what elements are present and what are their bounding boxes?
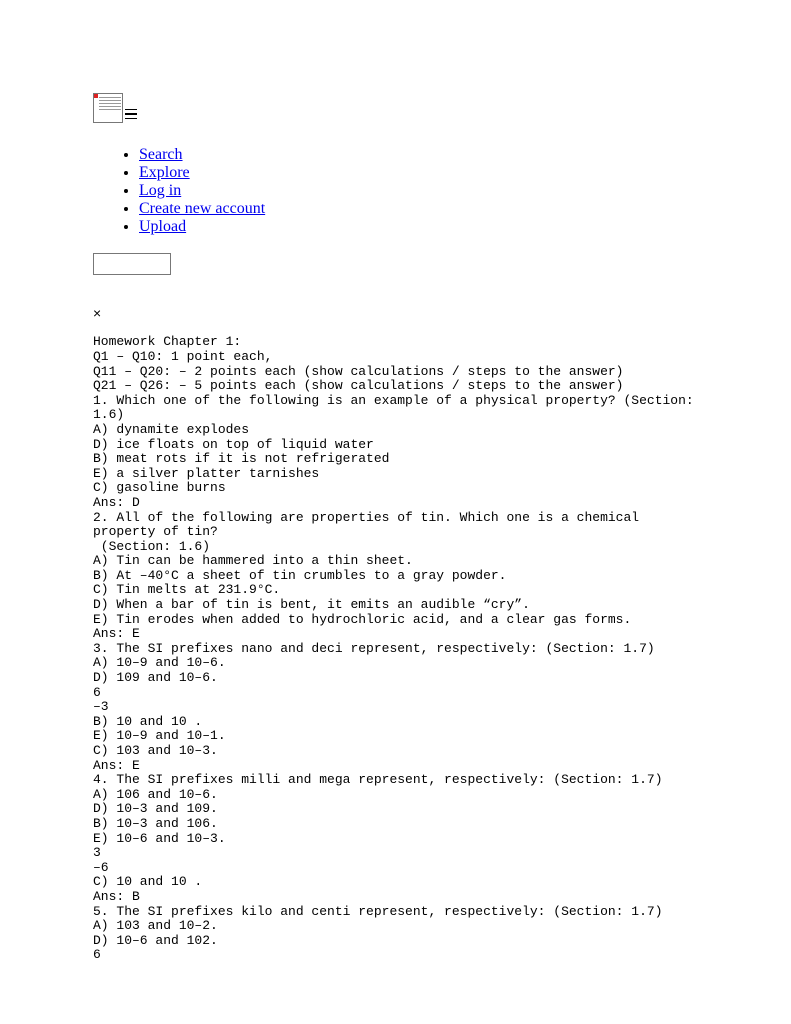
nav-item-login (139, 182, 265, 200)
document-line: 1.6) (93, 407, 125, 423)
document-line: Q11 – Q20: – 2 points each (show calculations / steps to the answer) (93, 363, 624, 379)
main-nav (93, 146, 265, 236)
document-line: D) 109 and 10–6. (93, 670, 218, 686)
nav-item-create-account (139, 200, 265, 218)
nav-item-search (139, 146, 265, 164)
document-line: 4. The SI prefixes milli and mega represent, respectively: (Section: 1.7) (93, 772, 663, 788)
nav-item-explore (139, 164, 265, 182)
document-line: 3 (93, 845, 101, 861)
document-line: B) 10–3 and 106. (93, 815, 218, 831)
document-line: –3 (93, 699, 109, 715)
login-link[interactable]: Log in (139, 182, 182, 199)
document-line: Q1 – Q10: 1 point each, (93, 348, 273, 364)
document-line: –6 (93, 859, 109, 875)
document-line: E) Tin erodes when added to hydrochloric acid, and a clear gas forms. (93, 611, 632, 627)
document-line: E) 10–6 and 10–3. (93, 830, 226, 846)
document-line: Q21 – Q26: – 5 points each (show calculations / steps to the answer) (93, 378, 624, 394)
document-line: B) meat rots if it is not refrigerated (93, 451, 390, 467)
document-line: C) 10 and 10 . (93, 874, 203, 890)
document-line: B) 10 and 10 . (93, 713, 203, 729)
document-line: Ans: D (93, 494, 140, 510)
document-line: E) a silver platter tarnishes (93, 465, 320, 481)
create-account-link[interactable]: Create new account (139, 200, 266, 217)
document-line: A) 103 and 10–2. (93, 918, 218, 934)
hamburger-menu-icon[interactable] (125, 109, 137, 122)
search-input[interactable] (93, 253, 171, 275)
document-line: C) Tin melts at 231.9°C. (93, 582, 281, 598)
document-text (93, 277, 713, 963)
document-line: Ans: E (93, 757, 140, 773)
document-line: E) 10–9 and 10–1. (93, 728, 226, 744)
document-line: D) ice floats on top of liquid water (93, 436, 374, 452)
document-line: 5. The SI prefixes kilo and centi represent, respectively: (Section: 1.7) (93, 903, 663, 919)
document-line: D) 10–6 and 102. (93, 932, 218, 948)
close-button[interactable]: × (93, 305, 102, 322)
document-line: D) When a bar of tin is bent, it emits an audible “cry”. (93, 597, 530, 613)
document-line: 1. Which one of the following is an example of a physical property? (Section: (93, 392, 694, 408)
document-line: A) Tin can be hammered into a thin sheet. (93, 553, 413, 569)
document-line: D) 10–3 and 109. (93, 801, 218, 817)
document-line: (Section: 1.6) (93, 538, 211, 554)
thumbnail-text-lines (99, 97, 121, 112)
document-line: A) 106 and 10–6. (93, 786, 218, 802)
thumbnail-corner-mark (94, 94, 98, 98)
nav-item-upload (139, 218, 265, 236)
explore-link[interactable]: Explore (139, 164, 190, 181)
upload-link[interactable]: Upload (139, 218, 187, 235)
document-line: A) dynamite explodes (93, 421, 250, 437)
document-line: 6 (93, 684, 101, 700)
document-line: C) gasoline burns (93, 480, 226, 496)
document-line: property of tin? (93, 524, 218, 540)
document-line: Homework Chapter 1: (93, 334, 242, 350)
document-line: Ans: E (93, 626, 140, 642)
document-line: 2. All of the following are properties of tin. Which one is a chemical (93, 509, 640, 525)
search-link[interactable]: Search (139, 146, 183, 163)
document-line: Ans: B (93, 888, 140, 904)
document-line: A) 10–9 and 10–6. (93, 655, 226, 671)
document-thumbnail-icon[interactable] (93, 93, 123, 123)
document-line: C) 103 and 10–3. (93, 743, 218, 758)
document-line: 3. The SI prefixes nano and deci represent, respectively: (Section: 1.7) (93, 640, 655, 656)
document-line: B) At –40°C a sheet of tin crumbles to a gray powder. (93, 567, 507, 583)
document-line: 6 (93, 947, 101, 963)
